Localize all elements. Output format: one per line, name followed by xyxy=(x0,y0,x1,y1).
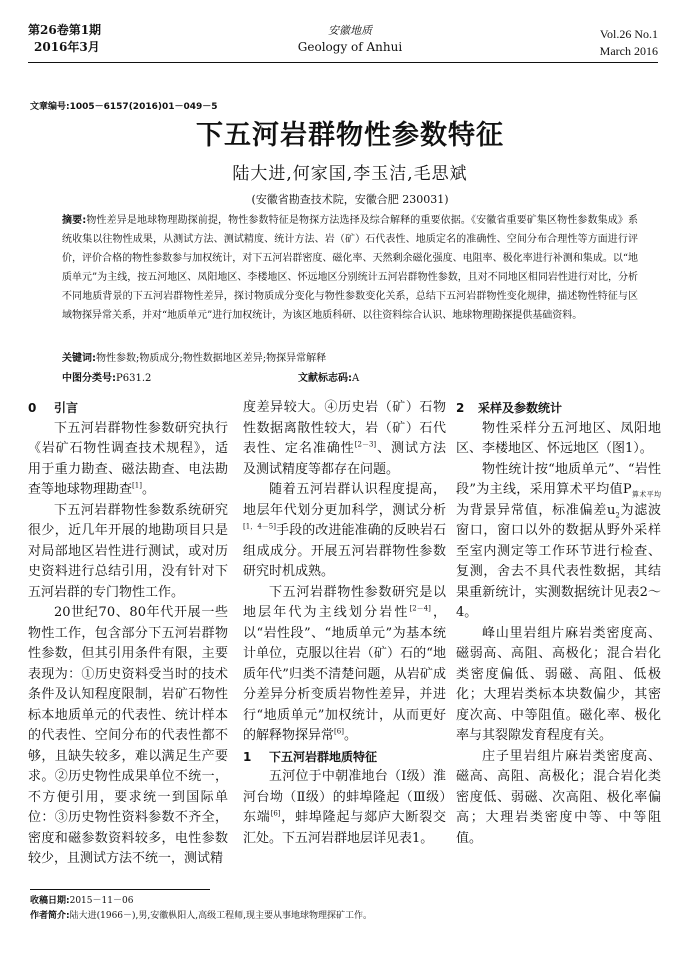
column-1 xyxy=(28,398,228,870)
journal-name xyxy=(250,22,450,56)
issue-date: 2016年3月 xyxy=(34,40,100,54)
journal-name-cn: 安徽地质 xyxy=(328,24,372,37)
paragraph: 峰山里岩组片麻岩类密度高、磁弱高、高阻、高极化；混合岩化类密度偏低、弱磁、高阻、低极化；大理岩类标本块数偏少，其密度次高、中等阻值。磁化率、极化率与其裂隙发育程度有关。 xyxy=(456,625,661,743)
clc-value: P631.2 xyxy=(116,373,152,384)
paragraph: 物性统计按“地质单元”、“岩性段”为主线，采用算术平均值$P_{算术平均}$为背景异常值，标准偏差$u_2$为滤波窗口，窗口以外的数据从野外采样至室内测定等工作环节进行检查、复测，舍去不具代表性数据，其结果重新统计，实测数据统计见表2～4。 xyxy=(456,461,661,620)
issue-date-en: March 2016 xyxy=(599,44,658,58)
abstract-text: 物性差异是地球物理勘探前提，物性参数特征是物探方法选择及综合解释的重要依据。《安徽省重要矿集区物性参数集成》系统收集以往物性成果，从测试方法、测试精度、统计方法、岩（矿）石代表性、地质定名的准确性、空间分布合理性等方面进行评价，评价合格的物性参数参与加权统计，对下五河岩群密度、磁化率、天然剩余磁化强度、电阻率、极化率进行补测和集成。以“地质单元”为主线，按五河地区、凤阳地区、李楼地区、怀远地区分别统计五河岩群物性参数，且对不同地区相同岩性进行对比，分析不同地质背景的下五河岩群物性差异，探讨物质成分变化与物性参数变化关系，总结下五河岩群物性变化规律，描述物性特征与区域物探异常关系，并对“地质单元”进行加权统计，为该区地质科研、以往资料综合认识、地球物理勘探提供基础资料。 xyxy=(62,215,639,321)
column-2 xyxy=(243,398,446,849)
section-heading-0: 0 引言 xyxy=(28,401,79,415)
paragraph: 五河位于中朝准地台（Ⅰ级）淮河台坳（Ⅱ级）的蚌埠隆起（Ⅲ级）东端[6]，蚌埠隆起与郯庐大断裂交汇处。下五河岩群地层详见表1。 xyxy=(243,769,446,846)
article-number: 文章编号:1005－6157(2016)01－049－5 xyxy=(30,102,218,112)
abstract-label: 摘要: xyxy=(62,215,87,226)
paragraph: 随着五河岩群认识程度提高，地层年代划分更加科学，测试分析[1，4－5]手段的改进能准确的反映岩石组成成分。开展五河岩群物性参数研究时机成熟。 xyxy=(243,482,446,579)
paragraph: 下五河岩群物性参数研究是以地层年代为主线划分岩性[2－4]，以“岩性段”、“地质单元”为基本统计单位，克服以往岩（矿）石的“地质年代”归类不清楚问题，从岩矿成分差异分析变质岩物性差异，并进行“地质单元”加权统计，从而更好的解释物探异常[6]。 xyxy=(243,584,446,743)
doc-code-value: A xyxy=(352,373,360,384)
received-date: 收稿日期:2015－11－06 xyxy=(30,896,134,906)
author-list: 陆大进,何家国,李玉洁,毛思斌 xyxy=(232,164,468,184)
citation: [2－3] xyxy=(354,440,377,449)
section-heading-2: 2 采样及参数统计 xyxy=(456,401,563,415)
paragraph: 20世纪70、80年代开展一些物性工作，包含部分下五河岩群物性参数，但其引用条件有限，主要表现为：①历史资料受当时的技术条件及认知程度限制，岩矿石物性标本地质单元的代表性、统计样本的代表性、空间分布的代表性都不够，且缺失较多，难以满足生产要求。②历史物性成果单位不统一，不方便引用，要求统一到国际单位：③历史物性资料参数不齐全，密度和磁参数资料较多，电性参数较少，且测试方法不统一，测试精 xyxy=(28,605,228,866)
paragraph: 度差异较大。④历史岩（矿）石物性数据离散性较大，岩（矿）石代表性、定名准确性[2－3]、测试方法及测试精度等都存在问题。 xyxy=(243,400,446,477)
paragraph: 下五河岩群物性参数系统研究很少，近几年开展的地勘项目只是对局部地区岩性进行测试，或对历史资料进行总结引用，没有针对下五河岩群的专门物性工作。 xyxy=(28,502,228,600)
citation: [6] xyxy=(334,727,344,736)
paragraph: 庄子里岩组片麻岩类密度高、磁高、高阻、高极化；混合岩化类密度低、弱磁、次高阻、极化率偏高；大理岩类密度中等、中等阻值。 xyxy=(456,748,661,846)
keywords xyxy=(62,351,638,367)
paragraph: 下五河岩群物性参数研究执行《岩矿石物性调查技术规程》，适用于重力勘查、磁法勘查、电法勘查等地球物理勘查[1]。 xyxy=(28,420,228,497)
author-bio: 作者简介:陆大进(1966－),男,安徽枞阳人,高级工程师,现主要从事地球物理探矿工作。 xyxy=(30,911,372,921)
abstract xyxy=(62,211,638,325)
doc-code-label: 文献标志码: xyxy=(298,373,352,384)
citation: [6] xyxy=(270,809,281,818)
volume-issue: 第26卷第1期 xyxy=(28,23,102,37)
keywords-label: 关键词: xyxy=(62,353,96,364)
header-rule xyxy=(28,62,658,63)
citation: [1，4－5] xyxy=(243,522,276,531)
paragraph: 物性采样分五河地区、凤阳地区、李楼地区、怀远地区（图1）。 xyxy=(456,420,661,456)
paper-title: 下五河岩群物性参数特征 xyxy=(196,120,504,151)
clc-label: 中图分类号: xyxy=(62,373,116,384)
footnote-rule xyxy=(30,889,210,890)
section-heading-1: 1 下五河岩群地质特征 xyxy=(243,749,378,764)
journal-name-en: Geology of Anhui xyxy=(297,40,403,54)
affiliation: (安徽省勘查技术院，安徽合肥 230031) xyxy=(251,193,449,206)
column-3 xyxy=(456,398,661,849)
journal-issue xyxy=(28,22,101,56)
volume-issue-en: Vol.26 No.1 xyxy=(599,27,658,41)
citation: [2－4] xyxy=(409,604,431,613)
citation: [1] xyxy=(132,481,142,490)
journal-issue-en xyxy=(600,26,658,60)
keywords-text: 物性参数;物质成分;物性数据地区差异;物探异常解释 xyxy=(96,353,327,364)
clc-number xyxy=(62,371,151,387)
document-code xyxy=(298,371,359,387)
